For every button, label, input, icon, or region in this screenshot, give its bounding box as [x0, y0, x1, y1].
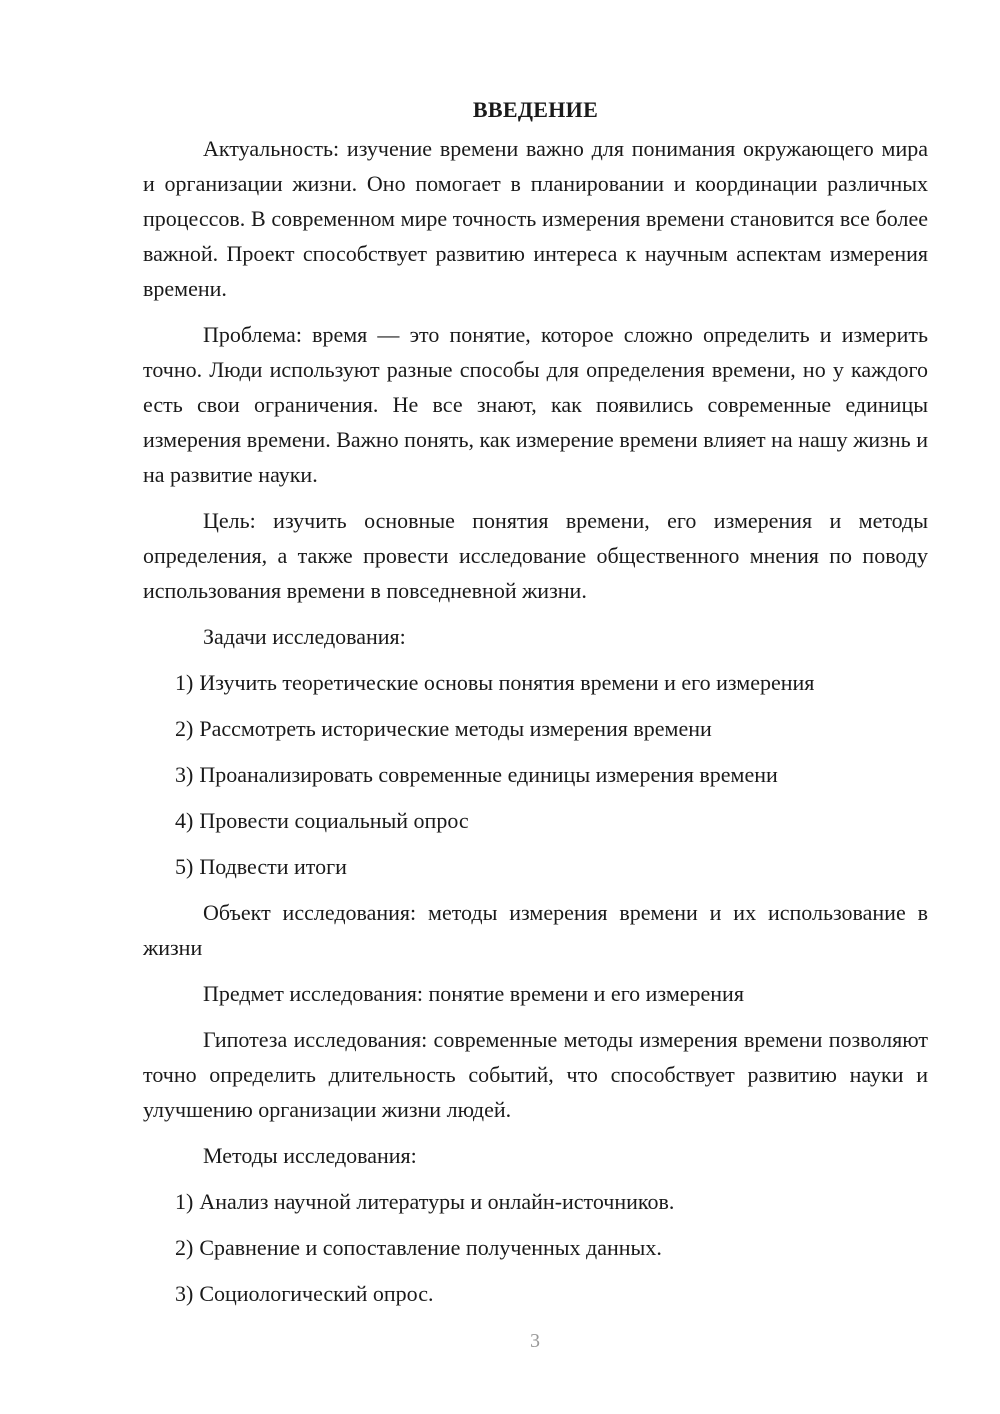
list-item-text: Рассмотреть исторические методы измерения времени: [199, 716, 712, 741]
object-paragraph: Объект исследования: методы измерения времени и их использование в жизни: [143, 900, 928, 960]
list-item-number: 3): [175, 1281, 194, 1306]
goal-paragraph: Цель: изучить основные понятия времени, его измерения и методы определения, а также провести исследование общественного мнения по поводу использования времени в повседневной жизни.: [143, 508, 928, 603]
list-item-number: 2): [175, 1235, 194, 1260]
methods-heading: Методы исследования:: [203, 1143, 417, 1168]
list-item: [143, 757, 928, 792]
list-item: [143, 1230, 928, 1265]
list-item: [143, 849, 928, 884]
list-item: [143, 711, 928, 746]
list-item-number: 5): [175, 854, 194, 879]
list-item-number: 1): [175, 670, 194, 695]
list-item-number: 2): [175, 716, 194, 741]
tasks-heading: Задачи исследования:: [203, 624, 406, 649]
list-item: [143, 1184, 928, 1219]
list-item: [143, 665, 928, 700]
list-item-number: 1): [175, 1189, 194, 1214]
document-page: [143, 92, 928, 1322]
subject-paragraph: Предмет исследования: понятие времени и его измерения: [203, 981, 744, 1006]
list-item-text: Сравнение и сопоставление полученных данных.: [199, 1235, 662, 1260]
list-item: [143, 1276, 928, 1311]
relevance-paragraph: Актуальность: изучение времени важно для понимания окружающего мира и организации жизни. Оно помогает в планировании и координации различных процессов. В современном мире точность измерения времени становится все более важной. Проект способствует развитию интереса к научным аспектам измерения времени.: [143, 136, 928, 301]
methods-list: [143, 1184, 928, 1311]
list-item-text: Социологический опрос.: [199, 1281, 434, 1306]
list-item-text: Анализ научной литературы и онлайн-источников.: [199, 1189, 675, 1214]
tasks-list: [143, 665, 928, 884]
list-item-text: Изучить теоретические основы понятия времени и его измерения: [199, 670, 815, 695]
list-item-number: 3): [175, 762, 194, 787]
page-title: ВВЕДЕНИЕ: [472, 97, 599, 122]
list-item-text: Подвести итоги: [199, 854, 347, 879]
list-item-text: Провести социальный опрос: [199, 808, 469, 833]
page-number: 3: [530, 1330, 540, 1352]
hypothesis-paragraph: Гипотеза исследования: современные методы измерения времени позволяют точно определить длительность событий, что способствует развитию науки и улучшению организации жизни людей.: [143, 1027, 928, 1122]
list-item: [143, 803, 928, 838]
list-item-number: 4): [175, 808, 194, 833]
list-item-text: Проанализировать современные единицы измерения времени: [199, 762, 778, 787]
problem-paragraph: Проблема: время — это понятие, которое сложно определить и измерить точно. Люди используют разные способы для определения времени, но у каждого есть свои ограничения. Не все знают, как появились современные единицы измерения времени. Важно понять, как измерение времени влияет на нашу жизнь и на развитие науки.: [143, 322, 928, 487]
